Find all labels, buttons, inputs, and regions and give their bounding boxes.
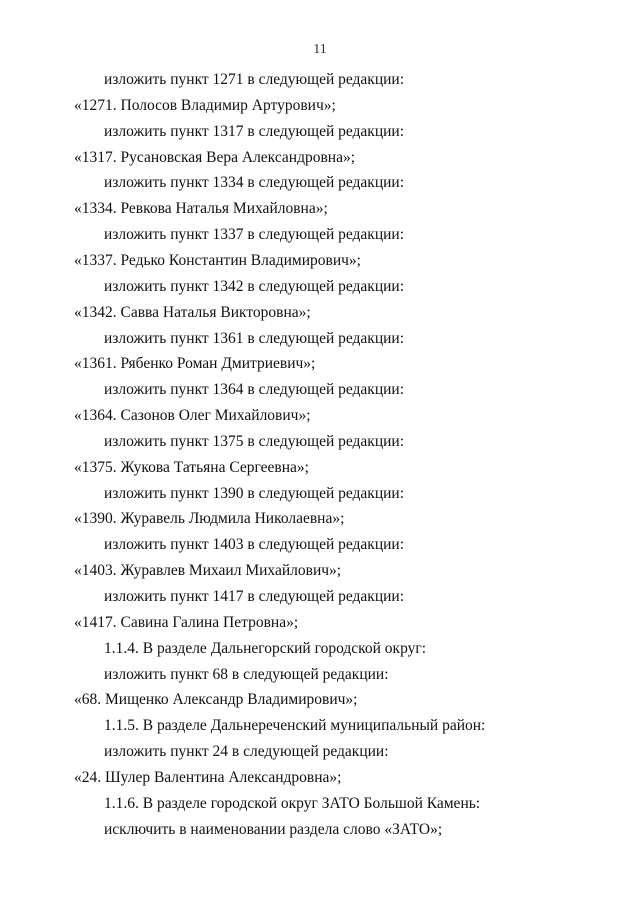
instruction-line: изложить пункт 1375 в следующей редакции:	[104, 432, 405, 450]
entry-line: «1364. Сазонов Олег Михайлович»;	[74, 407, 311, 425]
entry-line: «1390. Журавель Людмила Николаевна»;	[74, 510, 345, 528]
instruction-line: 1.1.4. В разделе Дальнегорский городской округ:	[104, 639, 427, 657]
instruction-line: изложить пункт 1364 в следующей редакции:	[104, 381, 405, 399]
instruction-line: изложить пункт 1361 в следующей редакции:	[104, 329, 405, 347]
instruction-line: изложить пункт 1271 в следующей редакции:	[104, 71, 405, 88]
entry-line: «24. Шулер Валентина Александровна»;	[74, 768, 342, 786]
instruction-line: изложить пункт 1334 в следующей редакции:	[104, 174, 405, 192]
instruction-line: изложить пункт 1403 в следующей редакции:	[104, 536, 405, 554]
entry-line: «68. Мищенко Александр Владимирович»;	[74, 691, 358, 709]
instruction-line: 1.1.5. В разделе Дальнереченский муниципальный район:	[104, 717, 486, 735]
entry-line: «1342. Савва Наталья Викторовна»;	[74, 303, 311, 321]
instruction-line: изложить пункт 68 в следующей редакции:	[104, 665, 389, 683]
entry-line: «1403. Журавлев Михаил Михайлович»;	[74, 562, 342, 580]
instruction-line: изложить пункт 1390 в следующей редакции:	[104, 484, 405, 502]
instruction-line: исключить в наименовании раздела слово «ЗАТО»;	[104, 820, 443, 838]
entry-line: «1361. Рябенко Роман Дмитриевич»;	[74, 355, 316, 373]
instruction-line: изложить пункт 24 в следующей редакции:	[104, 743, 389, 761]
entry-line: «1271. Полосов Владимир Артурович»;	[74, 96, 336, 114]
page-number: 11	[313, 42, 327, 57]
instruction-line: изложить пункт 1417 в следующей редакции:	[104, 588, 405, 605]
entry-line: «1334. Ревкова Наталья Михайловна»;	[74, 200, 328, 218]
entry-line: «1317. Русановская Вера Александровна»;	[74, 148, 356, 166]
instruction-line: изложить пункт 1317 в следующей редакции:	[104, 122, 405, 140]
instruction-line: изложить пункт 1337 в следующей редакции:	[104, 226, 405, 244]
instruction-line: изложить пункт 1342 в следующей редакции:	[104, 277, 405, 295]
instruction-line: 1.1.6. В разделе городской округ ЗАТО Большой Камень:	[104, 794, 481, 812]
entry-line: «1375. Жукова Татьяна Сергеевна»;	[74, 458, 309, 476]
entry-line: «1337. Редько Константин Владимирович»;	[74, 251, 361, 269]
entry-line: «1417. Савина Галина Петровна»;	[74, 613, 299, 631]
